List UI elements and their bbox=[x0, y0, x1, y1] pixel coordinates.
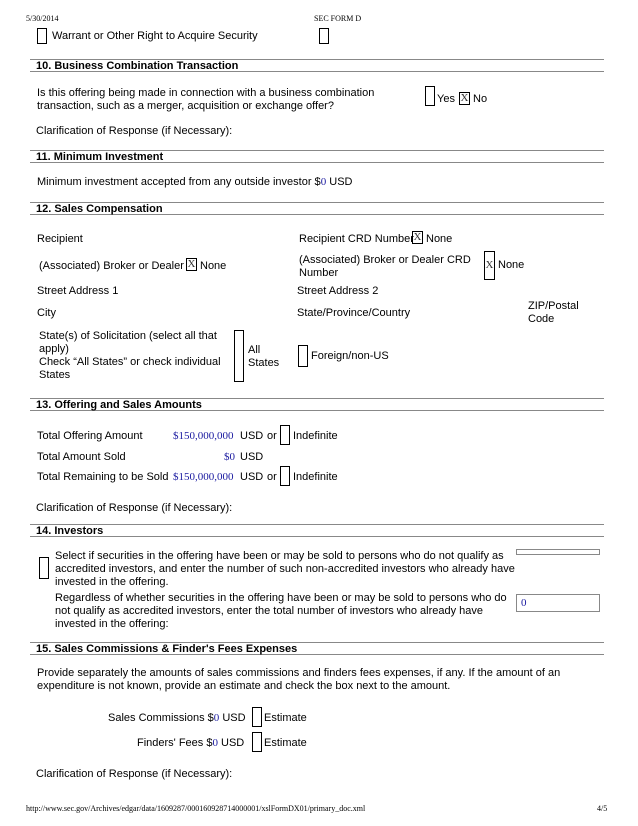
footer-url[interactable]: http://www.sec.gov/Archives/edgar/data/1609287/000160928714000001/xslFormDX01/primary_doc.xml bbox=[26, 804, 366, 813]
sales-commissions-value: 0 bbox=[213, 712, 220, 724]
foreign-label: Foreign/non-US bbox=[311, 350, 389, 362]
no-label: No bbox=[473, 93, 488, 105]
street2-label: Street Address 2 bbox=[297, 285, 379, 297]
crd-none-checkbox[interactable]: X bbox=[413, 231, 422, 243]
offering-indefinite-label: Indefinite bbox=[293, 430, 338, 442]
broker-crd-none-label: None bbox=[498, 259, 525, 271]
total-offering-label: Total Offering Amount bbox=[37, 430, 143, 442]
zip-label: ZIP/Postal Code bbox=[528, 300, 579, 325]
total-offering-value: $150,000,000 bbox=[173, 430, 234, 442]
s10-question: Is this offering being made in connection with a business combination transaction, such as a merger, acquisition or exchange offer? bbox=[37, 87, 375, 112]
remaining-indefinite-label: Indefinite bbox=[293, 471, 338, 483]
section-10-header: 10. Business Combination Transaction bbox=[30, 59, 604, 72]
min-investment-line: Minimum investment accepted from any outside investor $0 USD bbox=[37, 176, 353, 188]
broker-none-label: None bbox=[200, 260, 227, 272]
total-investors-value: 0 bbox=[521, 597, 527, 609]
total-remaining-label: Total Remaining to be Sold bbox=[37, 471, 169, 483]
print-title: SEC FORM D bbox=[314, 14, 362, 23]
non-accredited-text: Select if securities in the offering have been or may be sold to persons who do not qualify as accredited investors, and enter the number of such non-accredited investors who already have invested in the offering. bbox=[55, 550, 515, 588]
section-11-header: 11. Minimum Investment bbox=[30, 150, 604, 163]
section-14-header: 14. Investors bbox=[30, 524, 604, 537]
s13-clarification: Clarification of Response (if Necessary): bbox=[36, 502, 233, 514]
all-states-checkbox[interactable] bbox=[234, 330, 244, 382]
recipient-label: Recipient bbox=[37, 233, 83, 245]
section-15-header: 15. Sales Commissions & Finder's Fees Expenses bbox=[30, 642, 604, 655]
no-checkbox[interactable]: X bbox=[460, 92, 469, 104]
city-label: City bbox=[37, 307, 56, 319]
section-13-header: 13. Offering and Sales Amounts bbox=[30, 398, 604, 411]
yes-label: Yes bbox=[437, 93, 455, 105]
finders-fees-estimate-label: Estimate bbox=[264, 737, 307, 749]
total-sold-usd: USD bbox=[240, 451, 264, 463]
total-remaining-value: $150,000,000 bbox=[173, 471, 234, 483]
non-accredited-checkbox[interactable] bbox=[39, 557, 49, 579]
finders-fees-value: 0 bbox=[212, 737, 218, 749]
all-states-label: All States bbox=[248, 344, 280, 369]
s15-description: Provide separately the amounts of sales commissions and finders fees expenses, if any. If the amount of an expenditure is not known, provide an estimate and check the box next to the amount. bbox=[37, 667, 561, 692]
foreign-checkbox[interactable] bbox=[298, 345, 308, 367]
offering-indefinite-checkbox[interactable] bbox=[280, 425, 290, 445]
total-investors-text: Regardless of whether securities in the offering have been or may be sold to persons who do not qualify as accredited investors, enter the total number of investors who already have invested in the offering: bbox=[55, 592, 507, 630]
remaining-indefinite-checkbox[interactable] bbox=[280, 466, 290, 486]
sales-commissions-estimate-label: Estimate bbox=[264, 712, 307, 724]
state-label: State/Province/Country bbox=[297, 307, 411, 319]
crd-none-label: None bbox=[426, 233, 453, 245]
finders-fees-line: Finders' Fees $0 USD bbox=[137, 737, 245, 749]
street1-label: Street Address 1 bbox=[37, 285, 119, 297]
warrant-checkbox-2[interactable] bbox=[319, 28, 329, 44]
yes-checkbox[interactable] bbox=[425, 86, 435, 106]
section-12-header: 12. Sales Compensation bbox=[30, 202, 604, 215]
s15-clarification: Clarification of Response (if Necessary): bbox=[36, 768, 233, 780]
finders-fees-estimate-checkbox[interactable] bbox=[252, 732, 262, 752]
total-remaining-or: or bbox=[267, 471, 277, 483]
broker-crd-none-checkbox[interactable]: X bbox=[484, 251, 495, 280]
total-investors-field[interactable] bbox=[516, 594, 600, 612]
footer-page: 4/5 bbox=[597, 804, 608, 813]
sales-commissions-line: Sales Commissions $0 USD bbox=[108, 712, 246, 724]
broker-label: (Associated) Broker or Dealer bbox=[39, 260, 184, 272]
total-remaining-usd: USD bbox=[240, 471, 264, 483]
total-sold-value: $0 bbox=[224, 451, 235, 463]
total-offering-usd: USD bbox=[240, 430, 264, 442]
warrant-checkbox[interactable] bbox=[37, 28, 47, 44]
sales-commissions-estimate-checkbox[interactable] bbox=[252, 707, 262, 727]
warrant-label: Warrant or Other Right to Acquire Security bbox=[52, 30, 258, 42]
non-accredited-count-field[interactable] bbox=[516, 549, 600, 555]
print-date: 5/30/2014 bbox=[26, 14, 59, 23]
s10-clarification: Clarification of Response (if Necessary): bbox=[36, 125, 233, 137]
solicitation-label: State(s) of Solicitation (select all that apply) Check “All States” or check individual States bbox=[39, 330, 221, 381]
total-offering-or: or bbox=[267, 430, 277, 442]
broker-crd-label: (Associated) Broker or Dealer CRD Number bbox=[299, 254, 471, 279]
broker-none-checkbox[interactable]: X bbox=[187, 258, 196, 270]
crd-label: Recipient CRD Number bbox=[299, 233, 414, 245]
min-investment-value: 0 bbox=[320, 176, 327, 188]
total-sold-label: Total Amount Sold bbox=[37, 451, 126, 463]
